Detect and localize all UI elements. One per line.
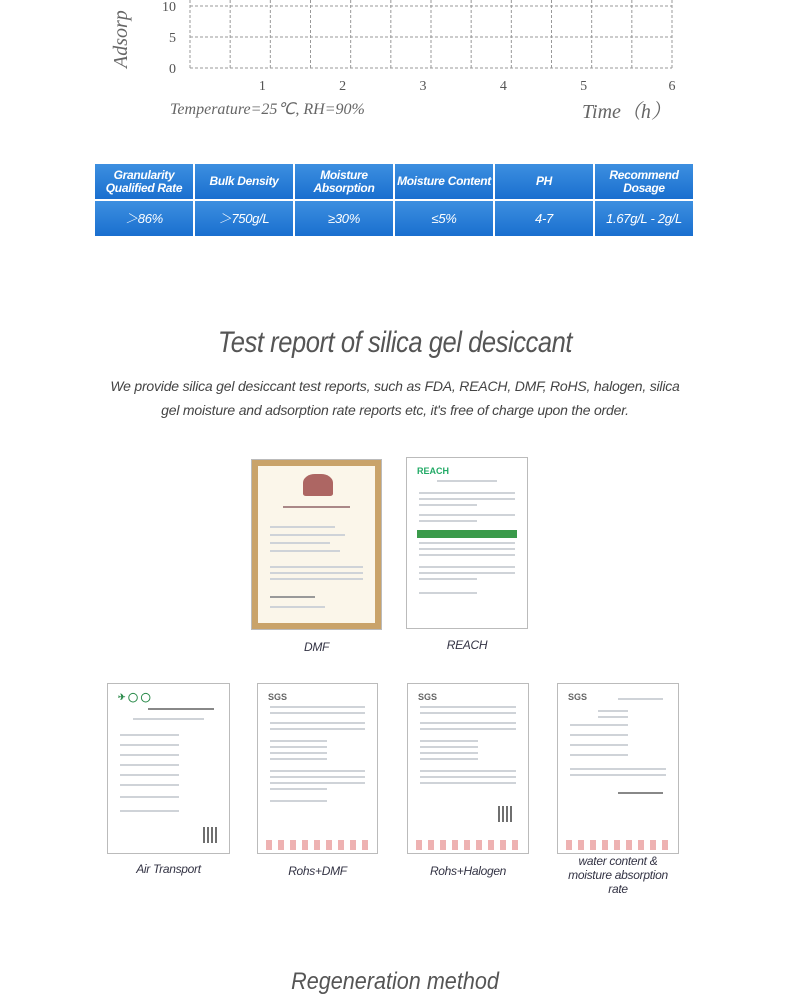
spec-value-cell: ＞750g/L xyxy=(195,201,293,236)
spec-value-cell: 4-7 xyxy=(495,201,593,236)
water-content-certificate-image[interactable]: SGS xyxy=(557,683,679,854)
reach-certificate-image[interactable]: REACH xyxy=(406,457,528,629)
spec-header-cell: Recommend Dosage xyxy=(595,164,693,199)
y-tick-label: 10 xyxy=(162,0,176,15)
x-tick-label: 6 xyxy=(668,79,676,94)
spec-value-cell: ≥30% xyxy=(295,201,393,236)
certificate-caption: Rohs+Halogen xyxy=(429,864,507,878)
certificate-caption-line: water content & xyxy=(578,854,658,868)
spec-value-cell: ≤5% xyxy=(395,201,493,236)
spec-header-cell: Bulk Density xyxy=(195,164,293,199)
x-tick-label: 4 xyxy=(499,79,507,94)
spec-header-cell: Moisture Absorption xyxy=(295,164,393,199)
next-section-title: Regeneration method xyxy=(291,968,499,995)
spec-value-row xyxy=(95,201,695,236)
y-tick-label: 0 xyxy=(169,62,176,77)
spec-value-cell: 1.67g/L - 2g/L xyxy=(595,201,693,236)
x-tick-label: 2 xyxy=(339,79,347,94)
dmf-certificate-image[interactable] xyxy=(251,459,382,630)
x-tick-label: 5 xyxy=(580,79,588,94)
rohs-dmf-certificate-image[interactable]: SGS xyxy=(257,683,378,854)
spec-table xyxy=(95,164,695,238)
x-axis-label: Time（h） xyxy=(582,101,671,123)
spec-header-cell: Granularity Qualified Rate xyxy=(95,164,193,199)
section-description: We provide silica gel desiccant test reports, such as FDA, REACH, DMF, RoHS, halogen, silica gel moisture and adsorption rate reports etc, it's free of charge upon the order. xyxy=(110,378,680,418)
spec-header-row xyxy=(95,164,695,199)
y-tick-label: 5 xyxy=(169,31,176,46)
certificate-caption: Rohs+DMF xyxy=(288,864,347,878)
certificate-caption-line: moisture absorption rate xyxy=(568,868,668,896)
chart-grid xyxy=(190,0,672,68)
adsorption-chart xyxy=(0,0,790,130)
certificate-caption-multiline xyxy=(557,854,679,896)
y-tick-labels xyxy=(162,0,176,77)
x-tick-label: 3 xyxy=(419,79,427,94)
certificate-caption: Air Transport xyxy=(136,862,201,876)
y-axis-label: Adsorp xyxy=(110,10,132,68)
x-tick-labels xyxy=(259,79,676,94)
chart-condition-label: Temperature=25℃, RH=90% xyxy=(170,101,365,118)
certificate-caption: DMF xyxy=(303,640,330,654)
x-tick-label: 1 xyxy=(258,79,266,94)
air-transport-certificate-image[interactable]: ✈ ◯ ◯ xyxy=(107,683,230,854)
section-title: Test report of silica gel desiccant xyxy=(217,326,573,359)
spec-header-cell: PH xyxy=(495,164,593,199)
rohs-halogen-certificate-image[interactable]: SGS xyxy=(407,683,529,854)
spec-value-cell: ＞86% xyxy=(95,201,193,236)
spec-header-cell: Moisture Content xyxy=(395,164,493,199)
certificate-caption: REACH xyxy=(446,638,488,652)
